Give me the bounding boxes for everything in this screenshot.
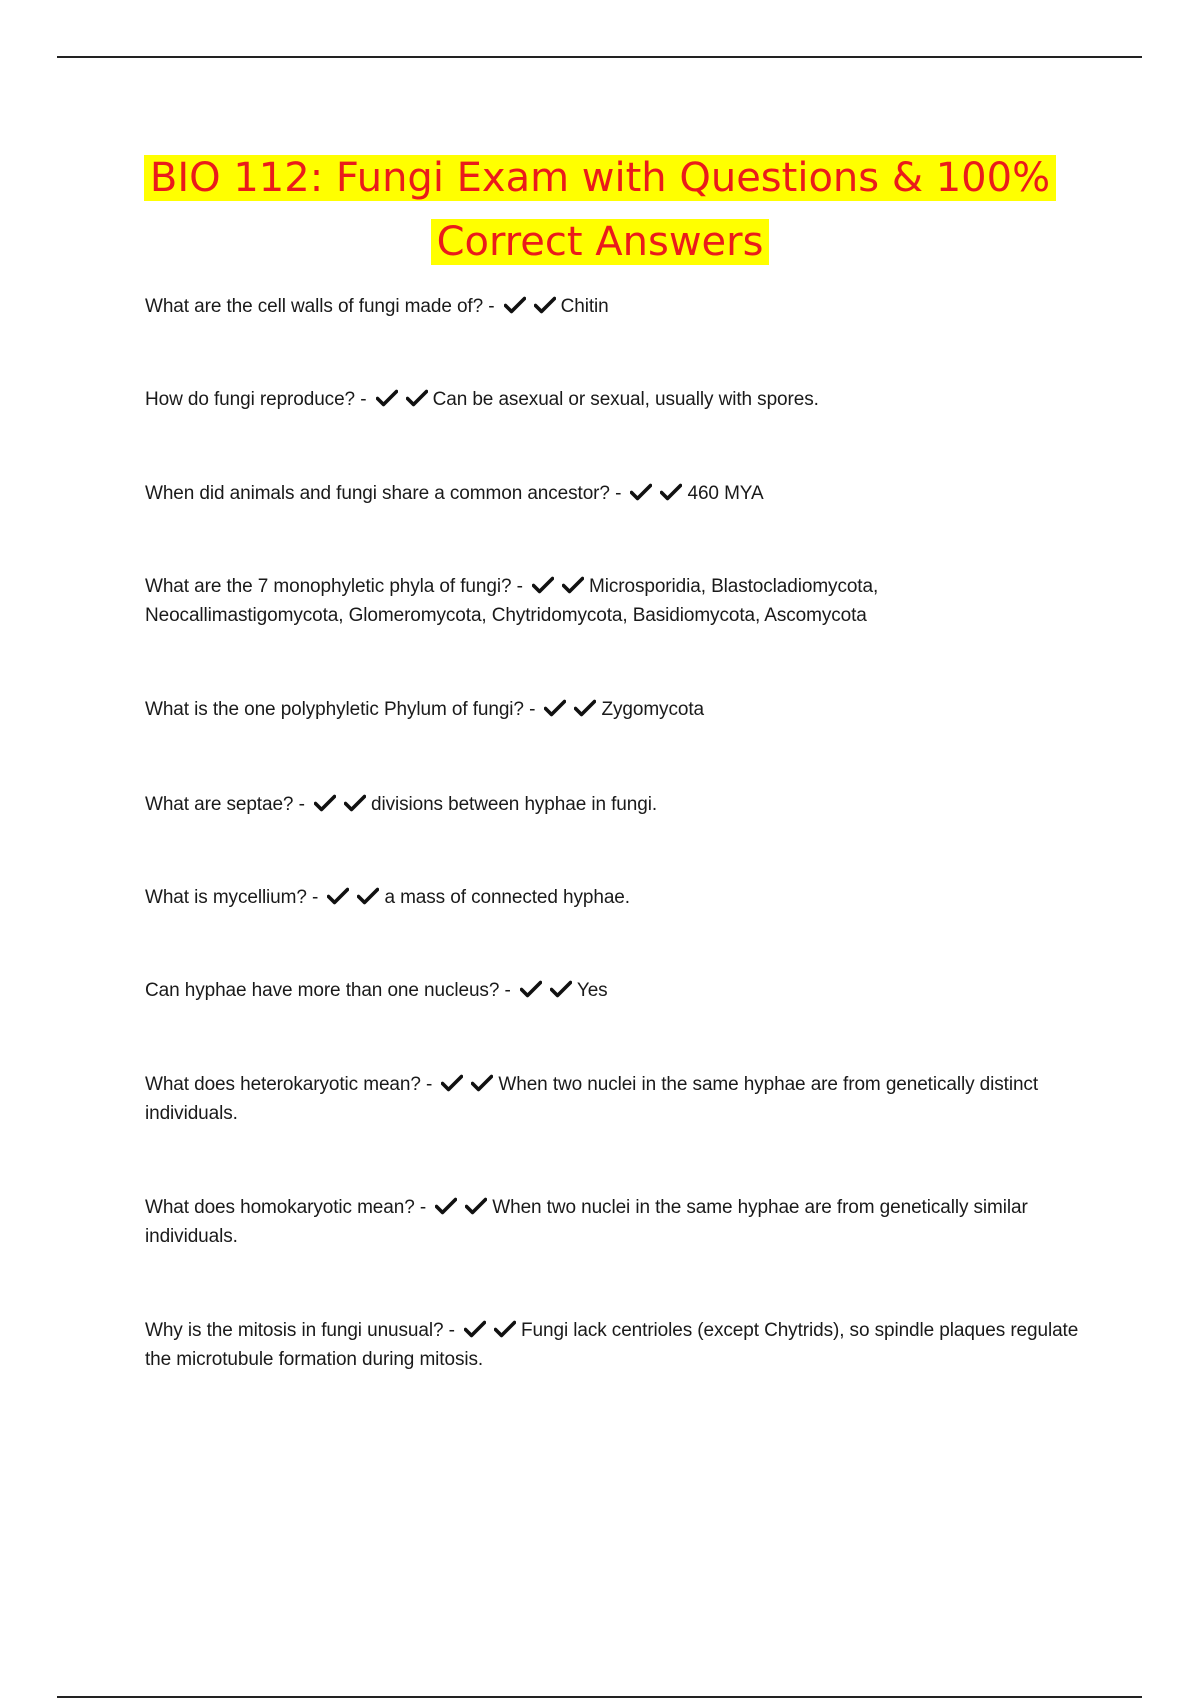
check-mark-icon [494, 1320, 516, 1338]
question-text: What are the 7 monophyletic phyla of fungi? [145, 576, 512, 597]
title-line-2: Correct Answers [431, 219, 770, 265]
separator: - [355, 389, 372, 410]
double-check [314, 790, 369, 819]
question-text: How do fungi reproduce? [145, 389, 356, 410]
check-mark-icon [314, 794, 336, 812]
qa-item [145, 479, 1080, 508]
check-mark-icon [357, 887, 379, 905]
title-line-1: BIO 112: Fungi Exam with Questions & 100% [144, 155, 1056, 201]
qa-item [145, 385, 1080, 414]
answer-text: When two nuclei in the same hyphae are from genetically distinct individuals. [145, 1074, 1039, 1124]
check-mark-icon [534, 296, 556, 314]
double-check [520, 976, 575, 1005]
separator: - [414, 1197, 432, 1218]
top-rule [57, 56, 1142, 58]
qa-item [145, 883, 1080, 912]
qa-item [145, 695, 1080, 724]
question-text: What does homokaryotic mean? [145, 1197, 415, 1218]
question-text: What are the cell walls of fungi made of? [145, 296, 484, 317]
bottom-rule [57, 1696, 1142, 1698]
check-mark-icon [520, 980, 542, 998]
double-check [544, 695, 599, 724]
check-mark-icon [465, 1197, 487, 1215]
check-mark-icon [574, 699, 596, 717]
separator: - [511, 576, 529, 597]
qa-item [145, 292, 1080, 321]
check-mark-icon [376, 389, 398, 407]
double-check [376, 385, 431, 414]
check-mark-icon [441, 1074, 463, 1092]
separator: - [609, 483, 627, 504]
double-check [630, 479, 685, 508]
qa-item [145, 572, 1080, 630]
answer-text: Chitin [560, 296, 609, 317]
double-check [441, 1070, 496, 1099]
question-text: Can hyphae have more than one nucleus? [145, 980, 500, 1001]
qa-item [145, 1193, 1080, 1251]
question-text: What does heterokaryotic mean? [145, 1074, 421, 1095]
question-text: What are septae? [145, 794, 294, 815]
answer-text: Microsporidia, Blastocladiomycota, Neocallimastigomycota, Glomeromycota, Chytridomycota, Basidiomycota, Ascomycota [145, 576, 879, 626]
separator: - [293, 794, 310, 815]
separator: - [306, 887, 324, 908]
answer-text: 460 MYA [687, 483, 764, 504]
double-check [504, 292, 559, 321]
qa-item [145, 1070, 1080, 1128]
separator: - [483, 296, 500, 317]
check-mark-icon [344, 794, 366, 812]
double-check [464, 1316, 519, 1345]
separator: - [523, 699, 541, 720]
check-mark-icon [464, 1320, 486, 1338]
double-check [327, 883, 382, 912]
qa-item [145, 1316, 1080, 1374]
answer-text: Can be asexual or sexual, usually with spores. [432, 389, 819, 410]
answer-text: a mass of connected hyphae. [384, 887, 630, 908]
qa-item [145, 790, 1080, 819]
check-mark-icon [562, 576, 584, 594]
check-mark-icon [544, 699, 566, 717]
double-check [532, 572, 587, 601]
answer-text: divisions between hyphae in fungi. [370, 794, 658, 815]
double-check [435, 1193, 490, 1222]
check-mark-icon [532, 576, 554, 594]
check-mark-icon [630, 483, 652, 501]
check-mark-icon [504, 296, 526, 314]
check-mark-icon [550, 980, 572, 998]
question-text: When did animals and fungi share a common ancestor? [145, 483, 610, 504]
answer-text: Yes [576, 980, 608, 1001]
question-text: What is mycellium? [145, 887, 307, 908]
question-text: What is the one polyphyletic Phylum of fungi? [145, 699, 524, 720]
check-mark-icon [471, 1074, 493, 1092]
check-mark-icon [435, 1197, 457, 1215]
separator: - [499, 980, 516, 1001]
qa-item [145, 976, 1080, 1005]
check-mark-icon [406, 389, 428, 407]
answer-text: Fungi lack centrioles (except Chytrids), so spindle plaques regulate the microtubule formation during mitosis. [145, 1320, 1079, 1370]
document-title [0, 146, 1200, 274]
separator: - [443, 1320, 461, 1341]
answer-text: Zygomycota [601, 699, 704, 720]
separator: - [420, 1074, 438, 1095]
answer-text: When two nuclei in the same hyphae are from genetically similar individuals. [145, 1197, 1028, 1247]
check-mark-icon [327, 887, 349, 905]
question-text: Why is the mitosis in fungi unusual? [145, 1320, 444, 1341]
check-mark-icon [660, 483, 682, 501]
